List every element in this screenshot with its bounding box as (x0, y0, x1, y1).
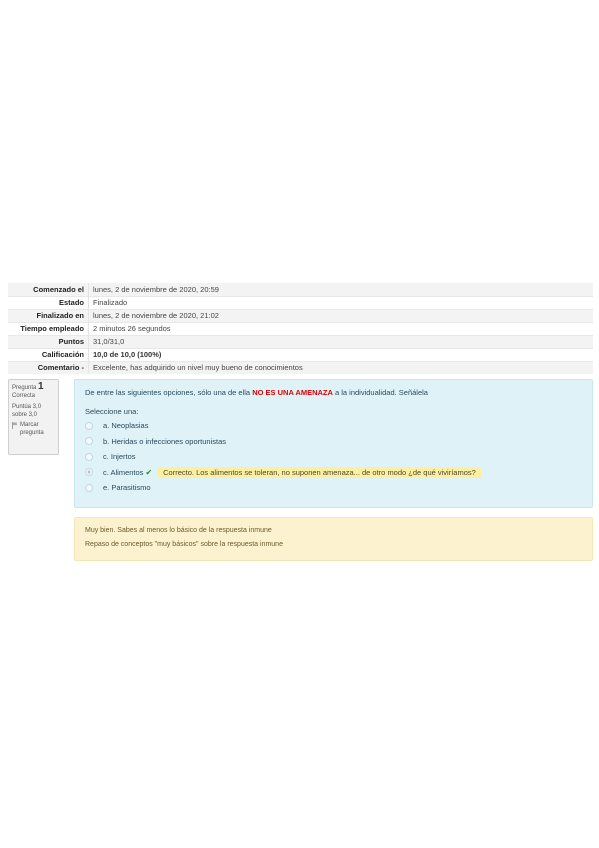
summary-label: Comenzado el (33, 284, 84, 294)
answer-label: c. Alimentos (103, 467, 144, 477)
answer-option-selected[interactable] (85, 465, 582, 481)
summary-label: Tiempo empleado (8, 322, 89, 335)
question-prompt-after: a la individualidad. Señálela (332, 388, 428, 397)
flag-question-label: Marcar pregunta (20, 422, 44, 436)
summary-label: Puntos (8, 335, 89, 348)
summary-value: 10,0 de 10,0 (100%) (89, 348, 594, 361)
answer-label: a. Neoplasias (103, 421, 149, 431)
question-content (74, 379, 593, 508)
summary-row-state (8, 296, 593, 309)
question-prompt-before: De entre las siguientes opciones, sólo una de ella (85, 388, 253, 397)
summary-value: Excelente, has adquirido un nivel muy bueno de conocimientos (89, 361, 594, 374)
general-feedback-line: Muy bien. Sabes al menos lo básico de la respuesta inmune (85, 527, 272, 534)
select-one-label: Seleccione una: (85, 407, 139, 416)
radio-button-checked[interactable] (85, 468, 93, 476)
radio-button[interactable] (85, 422, 93, 430)
summary-value: 31,0/31,0 (89, 335, 594, 348)
checkmark-icon: ✔ (145, 467, 153, 477)
question-grade: Puntúa 3,0 sobre 3,0 (12, 404, 42, 418)
answer-label: c. Injertos (103, 452, 136, 462)
answer-label: b. Heridas o infecciones oportunistas (103, 436, 226, 446)
flag-icon (12, 421, 18, 432)
answer-option[interactable] (85, 480, 582, 496)
answer-feedback: Correcto. Los alimentos se toleran, no suponen amenaza... de otro modo ¿de qué viviríamos? (158, 467, 481, 478)
summary-row-started (8, 283, 593, 296)
summary-row-finished (8, 309, 593, 322)
question-prompt (85, 388, 582, 397)
summary-label: Finalizado en (8, 309, 89, 322)
question-info-panel (8, 379, 59, 455)
answer-label: e. Parasitismo (103, 483, 151, 493)
summary-row-time-taken (8, 322, 593, 335)
question-prompt-highlight: NO ES UNA AMENAZA (252, 388, 333, 397)
summary-row-points (8, 335, 593, 348)
question-number (12, 383, 55, 392)
summary-value: lunes, 2 de noviembre de 2020, 20:59 (89, 283, 594, 296)
summary-value: Finalizado (89, 296, 594, 309)
radio-button[interactable] (85, 437, 93, 445)
question-state: Correcta (12, 393, 36, 399)
general-feedback-line: Repaso de conceptos "muy básicos" sobre la respuesta inmune (85, 541, 283, 548)
summary-row-grade (8, 348, 593, 361)
summary-value: 2 minutos 26 segundos (89, 322, 594, 335)
summary-row-comment (8, 361, 593, 374)
radio-button[interactable] (85, 484, 93, 492)
flag-question-link[interactable] (12, 421, 55, 437)
answer-option[interactable] (85, 434, 582, 450)
attempt-summary-table (8, 283, 593, 374)
question-number-label: Pregunta (12, 385, 37, 391)
answer-option[interactable] (85, 418, 582, 434)
general-feedback-panel (74, 517, 593, 561)
summary-label: Calificación (8, 348, 89, 361)
summary-value: lunes, 2 de noviembre de 2020, 21:02 (89, 309, 594, 322)
summary-label: Estado (8, 296, 89, 309)
radio-button[interactable] (85, 453, 93, 461)
question-number-value: 1 (38, 381, 44, 392)
answer-option[interactable] (85, 449, 582, 465)
summary-label: Comentario - (8, 361, 89, 374)
